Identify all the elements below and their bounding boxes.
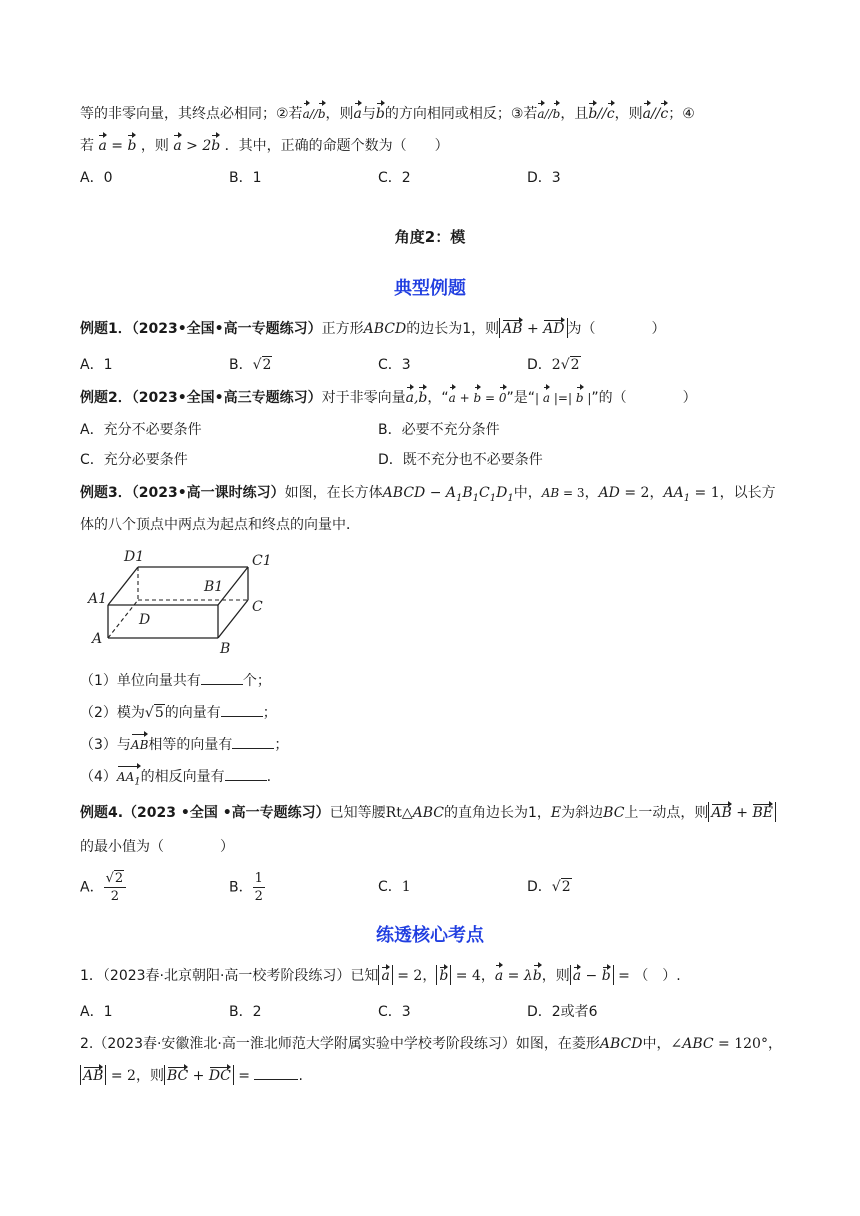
- math-a-parallel-b: a//b: [303, 107, 326, 121]
- option-c: C．2: [378, 170, 411, 186]
- ex4-option-b: B． $\frac{1}{2}$: [229, 871, 263, 904]
- abs-ab-plus-be: AB + BE: [708, 802, 776, 822]
- ex2-option-c: C．充分必要条件: [80, 452, 188, 468]
- practice-2: 2.（2023春·安徽淮北·高一淮北师范大学附属实验中学校考阶段练习）如图，在菱形ABCD中，∠ABC = 120°，: [80, 1036, 782, 1052]
- label-a1: A1: [88, 591, 108, 607]
- example-4: 例题4.（2023 •全国 •高一专题练习）已知等腰Rt△ABC的直角边长为1，E为斜边BC上一动点，则 AB + BE: [80, 802, 776, 824]
- option-d: D．3: [527, 170, 561, 186]
- ex3-q1: （1）单位向量共有 个；: [80, 673, 271, 689]
- ex2-option-b: B．必要不充分条件: [378, 422, 500, 438]
- answer-blank[interactable]: [254, 1079, 298, 1080]
- edge-a-d-hidden: [108, 600, 138, 638]
- answer-blank[interactable]: [221, 716, 263, 717]
- abs-ab-plus-ad: AB + AD: [499, 318, 567, 338]
- ex1-option-b: B．√2: [229, 357, 272, 373]
- label-c: C: [252, 599, 263, 615]
- label-d1: D1: [124, 549, 145, 565]
- label-b: B: [220, 641, 231, 657]
- practice-heading: 练透核心考点: [376, 925, 484, 946]
- edge-b-c: [218, 600, 248, 638]
- label-d: D: [139, 612, 151, 628]
- answer-blank[interactable]: [201, 684, 243, 685]
- label-a: A: [92, 631, 103, 647]
- p1-option-d: D．2或者6: [527, 1004, 598, 1020]
- ex1-option-c: C．3: [378, 357, 411, 373]
- example-3: 例题3．（2023•高一课时练习）如图，在长方体ABCD − $A_1B_1C_1D_1$中，AB = 3，AD = 2，$AA_1 = 1$，以长方: [80, 485, 776, 504]
- ex4-option-d: D．√2: [527, 879, 571, 895]
- label-b1: B1: [204, 579, 224, 595]
- ex2-option-d: D．既不充分也不必要条件: [378, 452, 543, 468]
- practice-2-line-2: AB = 2，则 BC + DC = .: [80, 1065, 303, 1087]
- option-b: B．1: [229, 170, 262, 186]
- p1-option-b: B．2: [229, 1004, 262, 1020]
- section-heading: 角度2：模: [394, 228, 466, 246]
- ex4-option-c: C．1: [378, 879, 411, 895]
- p1-option-c: C．3: [378, 1004, 411, 1020]
- example-3-line-2: 体的八个顶点中两点为起点和终点的向量中．: [80, 517, 360, 533]
- edge-a1-d1: [108, 567, 138, 605]
- ex3-q4: $(4)AA_1$的相反向量有 .: [80, 766, 271, 793]
- practice-1: 1．（2023春·北京朝阳·高一校考阶段练习）已知 a = 2， b = 4，a = λb，则 a − b = （ ）.: [80, 965, 681, 987]
- example-2: 例题2．（2023•全国•高三专题练习）对于非零向量a,b，“a + b = 0”是“| a |=| b |”的（ ）: [80, 387, 697, 409]
- label-c1: C1: [252, 553, 272, 569]
- ex3-q3: （3）与AB相等的向量有 ；: [80, 734, 288, 756]
- ex3-q2: （2）模为√5的向量有 ；: [80, 705, 277, 721]
- ex2-option-a: A．充分不必要条件: [80, 422, 202, 438]
- fragment-line-2: 若 a = b ，则 a > 2b ．其中，正确的命题个数为（ ）: [80, 135, 449, 157]
- example-4-line-2: 的最小值为（ ）: [80, 839, 234, 855]
- p1-option-a: A．1: [80, 1004, 113, 1020]
- ex1-option-a: A．1: [80, 357, 113, 373]
- fragment-line-1: 等的非零向量，其终点必相同；②若a//b，则a与b的方向相同或相反；③若a//b，且b//c，则a//c；④: [80, 103, 695, 125]
- answer-blank[interactable]: [225, 780, 267, 781]
- example-1: 例题1．（2023•全国•高一专题练习）正方形ABCD的边长为1，则 AB + AD 为（ ）: [80, 318, 666, 340]
- ex4-option-a: A． $\frac{√2}{2}$: [80, 870, 126, 905]
- ex1-option-d: D．2√2: [527, 357, 580, 373]
- examples-heading: 典型例题: [394, 278, 466, 299]
- answer-blank[interactable]: [232, 748, 274, 749]
- cuboid-figure: [86, 545, 276, 657]
- option-a: A．0: [80, 170, 113, 186]
